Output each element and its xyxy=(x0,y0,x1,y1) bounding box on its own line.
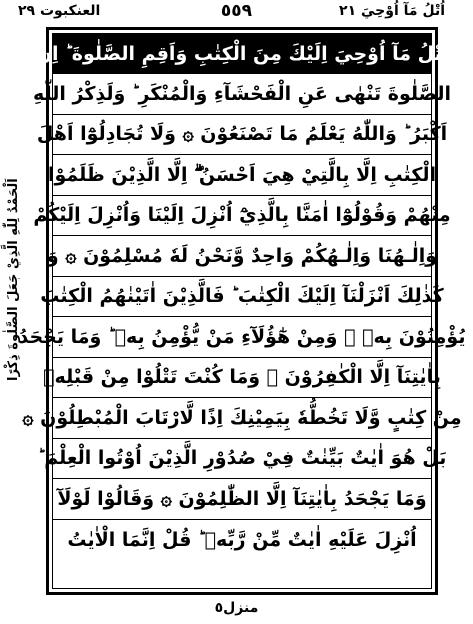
verse-line: كَذٰلِكَ اَنْزَلْنَآ اِلَيْكَ الْكِتٰبَ ؕ فَالَّذِيْنَ اٰتَيْنٰهُمُ الْكِتٰبَ xyxy=(53,277,431,318)
verse-line: بَلْ هُوَ اٰيٰتٌ بَيِّنٰتٌ فِيْ صُدُوْرِ الَّذِيْنَ اُوْتُوا الْعِلْمَ ؕ xyxy=(53,439,431,480)
surah-name: العنكبوت ٢٩ xyxy=(18,3,101,19)
verse-line: مِنْ كِتٰبٍ وَّلَا تَخُطُّهٗ بِيَمِيْنِكَ اِذًا لَّارْتَابَ الْمُبْطِلُوْنَ ۞ xyxy=(53,398,431,439)
verse-lines xyxy=(18,74,466,588)
verse-line: يُؤْمِنُوْنَ بِهٖ ۚ وَمِنْ هٰٓؤُلَآءِ مَنْ يُّؤْمِنُ بِهٖ ؕ وَمَا يَجْحَدُ xyxy=(53,317,431,358)
verse-line: الْكِتٰبِ اِلَّا بِالَّتِيْ هِيَ اَحْسَنُ ۖۗ اِلَّا الَّذِيْنَ ظَلَمُوْا xyxy=(53,155,431,196)
verse-line: اَكْبَرُ ؕ وَاللّٰهُ يَعْلَمُ مَا تَصْنَعُوْنَ ۞ وَلَا تُجَادِلُوْٓا اَهْلَ xyxy=(53,115,431,156)
verse-line: بِاٰيٰتِنَآ اِلَّا الْكٰفِرُوْنَ ۞ وَمَا كُنْتَ تَتْلُوْا مِنْ قَبْلِهٖ xyxy=(53,358,431,399)
manzil-marker: منزل٥ xyxy=(214,600,259,616)
juz-name: اُتْلُ مَآ اُوْحِيَ ٢١ xyxy=(339,3,445,19)
page-number: ٥٥٩ xyxy=(220,1,253,21)
text-frame xyxy=(18,27,466,595)
margin-note: اَلْحَمْدُ لِلّٰهِ الَّذِيْ جَعَلَ الصَّلٰوةَ ذِكْرًا xyxy=(6,178,21,382)
text-frame-inner xyxy=(18,33,466,589)
verse-line: اُنْزِلَ عَلَيْهِ اٰيٰتٌ مِّنْ رَّبِّهٖ ؕ قُلْ اِنَّمَا الْاٰيٰتُ xyxy=(67,528,417,551)
page-header xyxy=(0,0,473,22)
verse-line: مِنْهُمْ وَقُوْلُوْٓا اٰمَنَّا بِالَّذِيْٓ اُنْزِلَ اِلَيْنَا وَاُنْزِلَ اِلَيْكُمْ xyxy=(53,196,431,237)
verse-line: الصَّلٰوةَ تَنْهٰى عَنِ الْفَحْشَآءِ وَالْمُنْكَرِ ؕ وَلَذِكْرُ اللّٰهِ xyxy=(53,74,431,115)
title-line: اُتْلُ مَآ اُوْحِيَ اِلَيْكَ مِنَ الْكِتٰبِ وَاَقِمِ الصَّلٰوةَ ؕ اِنَّ xyxy=(53,34,431,74)
verse-line: وَاِلٰـهُنَا وَاِلٰـهُكُمْ وَاحِدٌ وَّنَحْنُ لَهٗ مُسْلِمُوْنَ ۞ وَ xyxy=(53,236,431,277)
verse-line: وَمَا يَجْحَدُ بِاٰيٰتِنَآ اِلَّا الظّٰلِمُوْنَ ۞ وَقَالُوْا لَوْلَآ xyxy=(53,479,431,520)
